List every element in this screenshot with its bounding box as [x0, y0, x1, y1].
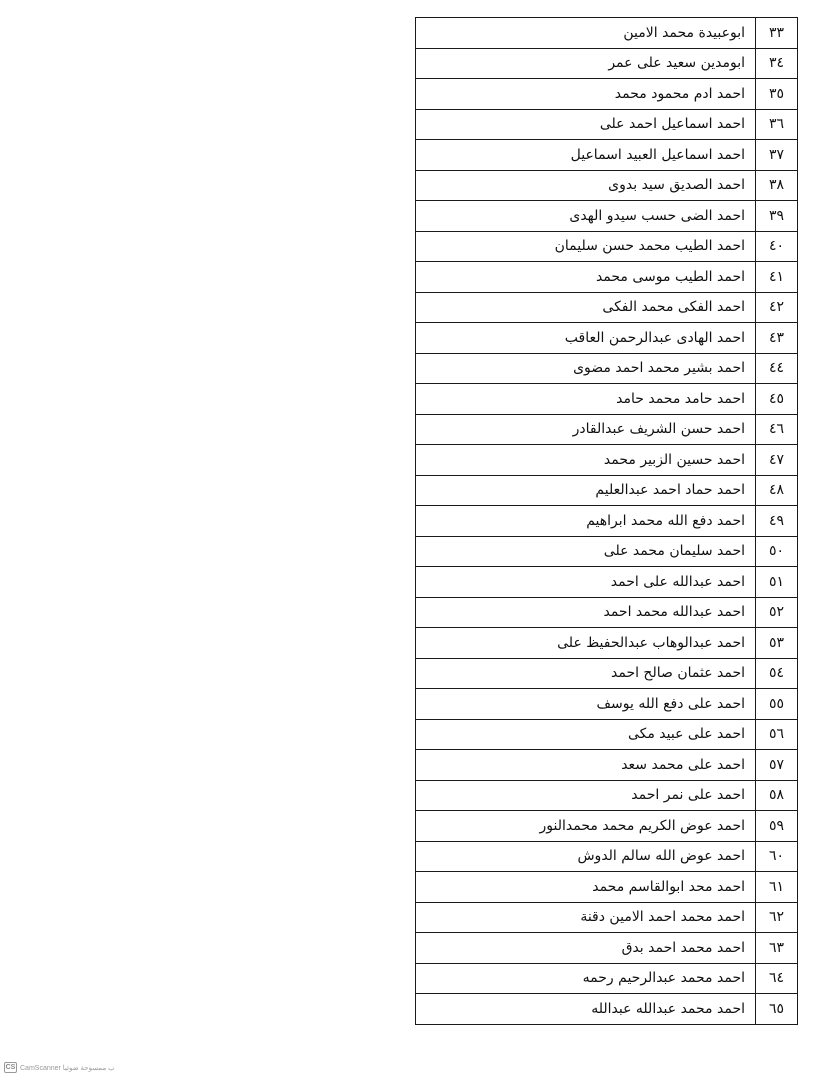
row-number: ٤٧ [756, 445, 798, 476]
row-name: احمد الهادى عبدالرحمن العاقب [416, 323, 756, 354]
row-name: ابوعبيدة محمد الامين [416, 18, 756, 49]
row-number: ٤٢ [756, 292, 798, 323]
row-number: ٤٨ [756, 475, 798, 506]
row-number: ٦٤ [756, 963, 798, 994]
row-number: ٤١ [756, 262, 798, 293]
table-row [416, 719, 798, 750]
row-name: احمد حماد احمد عبدالعليم [416, 475, 756, 506]
camscanner-logo-icon: CS [5, 1064, 16, 1071]
row-number: ٤٠ [756, 231, 798, 262]
table-row [416, 323, 798, 354]
row-name: احمد عوض الله سالم الدوش [416, 841, 756, 872]
table-row [416, 353, 798, 384]
row-number: ٥٩ [756, 811, 798, 842]
row-name: احمد حامد محمد حامد [416, 384, 756, 415]
row-number: ٣٦ [756, 109, 798, 140]
table-row [416, 841, 798, 872]
row-number: ٦٠ [756, 841, 798, 872]
row-name: احمد عثمان صالح احمد [416, 658, 756, 689]
row-number: ٥٨ [756, 780, 798, 811]
row-number: ٤٩ [756, 506, 798, 537]
table-row [416, 597, 798, 628]
table-row [416, 902, 798, 933]
row-number: ٦٥ [756, 994, 798, 1025]
row-number: ٦٢ [756, 902, 798, 933]
row-name: احمد محمد احمد بدق [416, 933, 756, 964]
row-name: احمد الصديق سيد بدوى [416, 170, 756, 201]
row-name: احمد الطيب محمد حسن سليمان [416, 231, 756, 262]
row-name: احمد ادم محمود محمد [416, 79, 756, 110]
row-number: ٣٣ [756, 18, 798, 49]
row-name: احمد على عبيد مكى [416, 719, 756, 750]
row-name: احمد محمد احمد الامين دقنة [416, 902, 756, 933]
row-number: ٣٨ [756, 170, 798, 201]
table-row [416, 18, 798, 49]
row-name: احمد اسماعيل العبيد اسماعيل [416, 140, 756, 171]
table-row [416, 231, 798, 262]
table-row [416, 140, 798, 171]
table-row [416, 475, 798, 506]
table-row [416, 689, 798, 720]
table-row [416, 445, 798, 476]
table-row [416, 536, 798, 567]
row-name: احمد عوض الكريم محمد محمدالنور [416, 811, 756, 842]
table-row [416, 109, 798, 140]
table-row [416, 750, 798, 781]
table-row [416, 262, 798, 293]
table-row [416, 567, 798, 598]
row-name: احمد عبدالوهاب عبدالحفيظ على [416, 628, 756, 659]
row-number: ٤٤ [756, 353, 798, 384]
row-name: احمد محمد عبدالرحيم رحمه [416, 963, 756, 994]
row-name: احمد على نمر احمد [416, 780, 756, 811]
row-name: احمد بشير محمد احمد مضوى [416, 353, 756, 384]
table-row [416, 994, 798, 1025]
row-number: ٣٤ [756, 48, 798, 79]
table-row [416, 506, 798, 537]
row-name: احمد عبدالله على احمد [416, 567, 756, 598]
table-row [416, 963, 798, 994]
row-number: ٤٦ [756, 414, 798, 445]
table-row [416, 933, 798, 964]
row-name: احمد سليمان محمد على [416, 536, 756, 567]
row-number: ٥٠ [756, 536, 798, 567]
table-row [416, 658, 798, 689]
row-number: ٣٧ [756, 140, 798, 171]
row-name: ابومدين سعيد على عمر [416, 48, 756, 79]
row-name: احمد حسن الشريف عبدالقادر [416, 414, 756, 445]
row-name: احمد الضى حسب سيدو الهدى [416, 201, 756, 232]
row-name: احمد عبدالله محمد احمد [416, 597, 756, 628]
name-list-sheet [415, 17, 798, 1025]
row-number: ٥٢ [756, 597, 798, 628]
table-row [416, 628, 798, 659]
row-name: احمد محد ابوالقاسم محمد [416, 872, 756, 903]
row-number: ٥٥ [756, 689, 798, 720]
row-number: ٣٥ [756, 79, 798, 110]
table-row [416, 48, 798, 79]
row-number: ٣٩ [756, 201, 798, 232]
row-name: احمد الطيب موسى محمد [416, 262, 756, 293]
row-number: ٥٧ [756, 750, 798, 781]
row-number: ٦١ [756, 872, 798, 903]
row-number: ٥٣ [756, 628, 798, 659]
row-name: احمد اسماعيل احمد على [416, 109, 756, 140]
table-row [416, 79, 798, 110]
camscanner-watermark [4, 1062, 115, 1073]
table-row [416, 201, 798, 232]
table-row [416, 384, 798, 415]
table-row [416, 414, 798, 445]
row-name: احمد على محمد سعد [416, 750, 756, 781]
name-list-table [415, 17, 798, 1025]
row-number: ٥٤ [756, 658, 798, 689]
row-name: احمد الفكى محمد الفكى [416, 292, 756, 323]
row-number: ٥١ [756, 567, 798, 598]
watermark-caption: CamScanner ب ممسوحة ضوئيا [20, 1064, 115, 1072]
row-name: احمد محمد عبدالله عبدالله [416, 994, 756, 1025]
table-row [416, 872, 798, 903]
table-row [416, 811, 798, 842]
row-number: ٤٥ [756, 384, 798, 415]
row-name: احمد على دفع الله يوسف [416, 689, 756, 720]
table-row [416, 780, 798, 811]
row-number: ٦٣ [756, 933, 798, 964]
table-row [416, 292, 798, 323]
row-name: احمد حسين الزبير محمد [416, 445, 756, 476]
row-number: ٥٦ [756, 719, 798, 750]
row-number: ٤٣ [756, 323, 798, 354]
table-row [416, 170, 798, 201]
name-list-body [416, 18, 798, 1025]
row-name: احمد دفع الله محمد ابراهيم [416, 506, 756, 537]
